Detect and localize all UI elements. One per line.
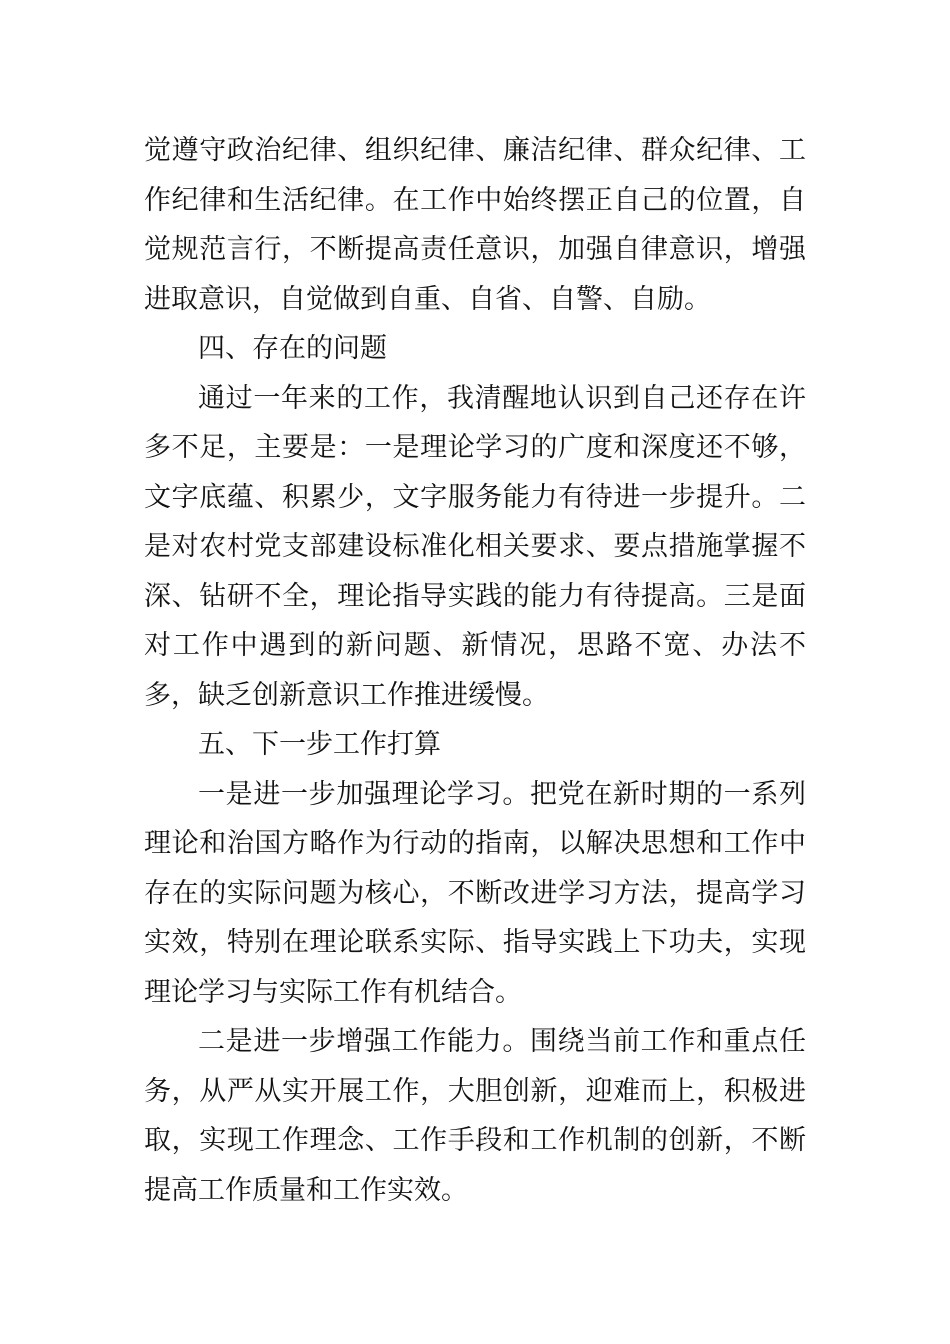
section-heading-existing-problems: 四、存在的问题	[198, 333, 387, 364]
paragraph-discipline-continuation: 觉遵守政治纪律、组织纪律、廉洁纪律、群众纪律、工作纪律和生活纪律。在工作中始终摆正自己的位置，自觉规范言行，不断提高责任意识，加强自律意识，增强进取意识，自觉做到自重、自省、自警、自励。	[144, 135, 806, 315]
document-body	[144, 126, 806, 1215]
paragraph-theory-study: 一是进一步加强理论学习。把党在新时期的一系列理论和治国方略作为行动的指南，以解决思想和工作中存在的实际问题为核心，不断改进学习方法，提高学习实效，特别在理论联系实际、指导实践上下功夫，实现理论学习与实际工作有机结合。	[144, 778, 806, 1008]
paragraph-work-ability: 二是进一步增强工作能力。围绕当前工作和重点任务，从严从实开展工作，大胆创新，迎难而上，积极进取，实现工作理念、工作手段和工作机制的创新，不断提高工作质量和工作实效。	[144, 1026, 806, 1206]
paragraph-problems: 通过一年来的工作，我清醒地认识到自己还存在许多不足，主要是：一是理论学习的广度和深度还不够，文字底蕴、积累少，文字服务能力有待进一步提升。二是对农村党支部建设标准化相关要求、要点措施掌握不深、钻研不全，理论指导实践的能力有待提高。三是面对工作中遇到的新问题、新情况，思路不宽、办法不多，缺乏创新意识工作推进缓慢。	[144, 382, 806, 711]
section-heading-next-steps: 五、下一步工作打算	[198, 729, 441, 760]
